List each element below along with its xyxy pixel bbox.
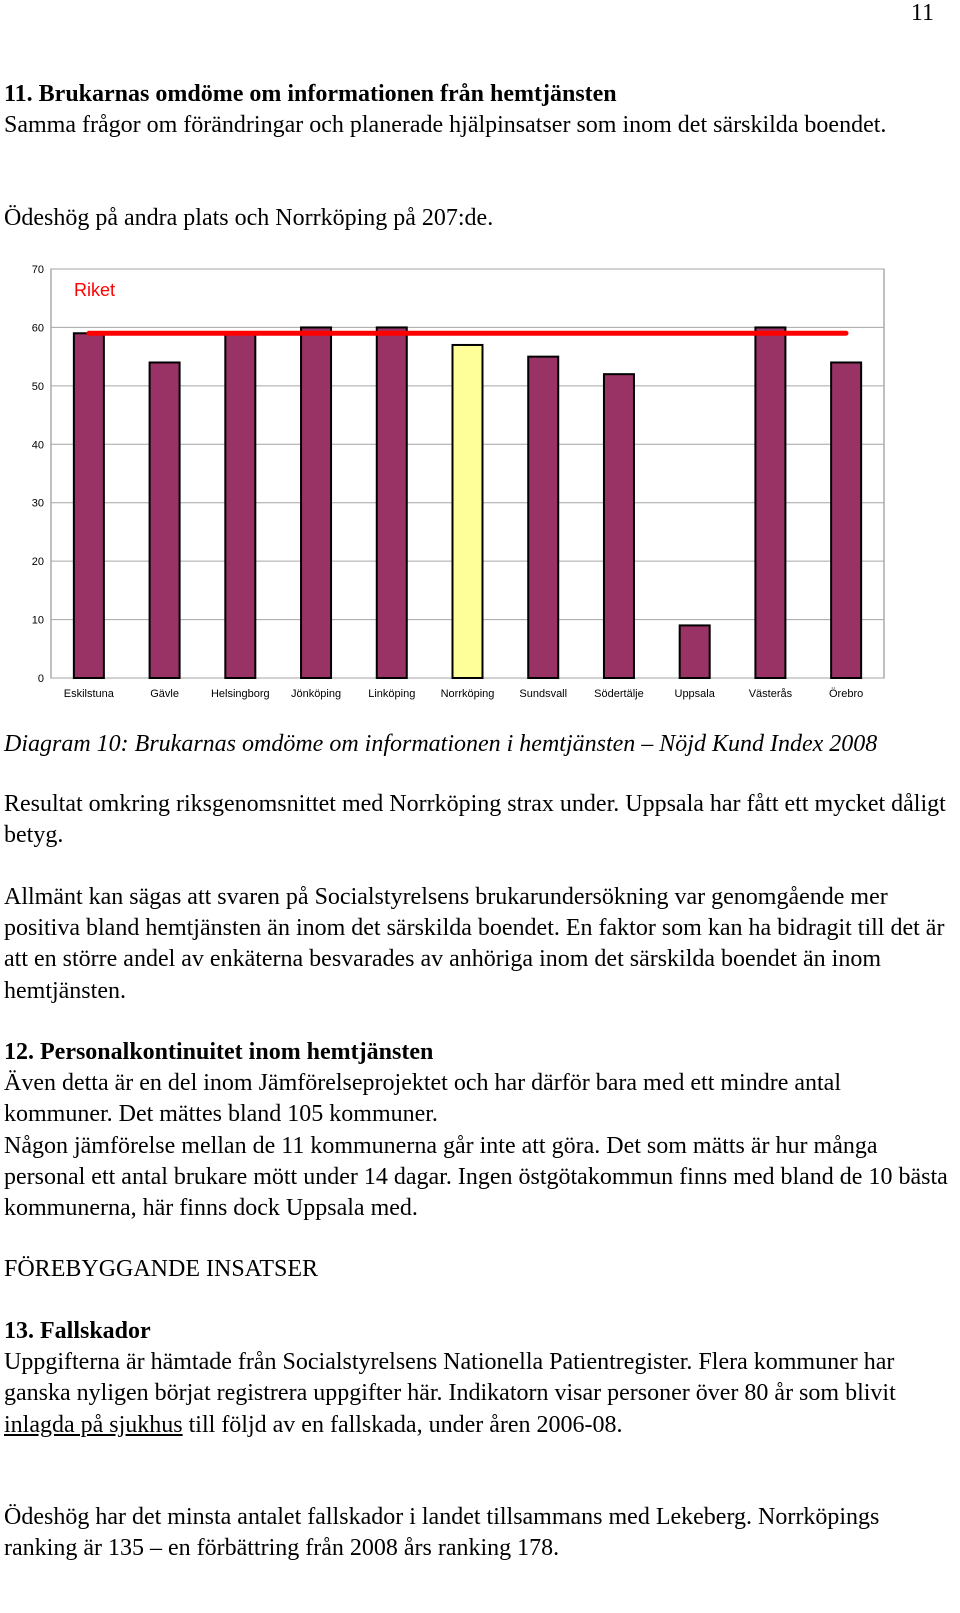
x-tick-label: Gävle bbox=[150, 688, 179, 700]
y-tick-label: 0 bbox=[37, 673, 44, 685]
section-12-text-1: Även detta är en del inom Jämförelseprojektet och har därför bara med ett mindre antal kommuner. Det mättes bland 105 kommuner. bbox=[4, 1070, 841, 1128]
y-tick-label: 20 bbox=[31, 556, 44, 569]
y-tick-label: 60 bbox=[31, 322, 44, 335]
chart-caption: Diagram 10: Brukarnas omdöme om informationen i hemtjänsten – Nöjd Kund Index 2008 bbox=[4, 731, 878, 757]
ranking-text: Ödeshög på andra plats och Norrköping på 207:de. bbox=[4, 205, 494, 231]
bar bbox=[74, 333, 104, 678]
page-number: 11 bbox=[910, 0, 934, 26]
bar bbox=[680, 625, 710, 678]
x-tick-label: Norrköping bbox=[440, 688, 495, 700]
x-axis-labels bbox=[64, 688, 863, 700]
y-tick-label: 70 bbox=[31, 264, 44, 276]
reference-label: Riket bbox=[74, 280, 116, 300]
bar bbox=[831, 362, 861, 678]
x-tick-label: Eskilstuna bbox=[63, 688, 114, 700]
x-tick-label: Södertälje bbox=[594, 688, 644, 700]
x-tick-label: Västerås bbox=[748, 688, 793, 700]
bar bbox=[150, 362, 180, 678]
y-tick-label: 50 bbox=[31, 380, 44, 393]
x-tick-label: Örebro bbox=[829, 688, 864, 700]
bar bbox=[528, 357, 558, 678]
section-13 bbox=[4, 1316, 954, 1441]
bar bbox=[301, 327, 331, 678]
section-13-heading: 13. Fallskador bbox=[4, 1318, 151, 1344]
bar-chart bbox=[0, 258, 960, 728]
bar bbox=[604, 374, 634, 678]
section-13-conclusion: Ödeshög har det minsta antalet fallskador i landet tillsammans med Lekeberg. Norrköpings ranking är 135 – en förbättring från 2008 års ranking 178. bbox=[4, 1504, 880, 1562]
bar bbox=[453, 345, 483, 678]
x-tick-label: Jönköping bbox=[290, 688, 342, 700]
y-tick-label: 10 bbox=[31, 614, 44, 627]
x-tick-label: Sundsvall bbox=[519, 688, 568, 700]
section-11-heading: 11. Brukarnas omdöme om informationen från hemtjänsten bbox=[4, 81, 617, 107]
section-13-text-after-link: till följd av en fallskada, under åren 2006-08. bbox=[182, 1411, 623, 1438]
section-12 bbox=[4, 1037, 954, 1224]
x-tick-label: Uppsala bbox=[674, 688, 715, 700]
bar bbox=[755, 327, 785, 678]
y-axis-ticks bbox=[32, 264, 44, 685]
prevention-heading: FÖREBYGGANDE INSATSER bbox=[4, 1256, 319, 1282]
hospital-link[interactable]: inlagda på sjukhus bbox=[4, 1411, 183, 1438]
bar bbox=[377, 327, 407, 678]
y-tick-label: 40 bbox=[31, 439, 44, 452]
y-tick-label: 30 bbox=[31, 497, 44, 510]
section-11-intro: Samma frågor om förändringar och planerade hjälpinsatser som inom det särskilda boendet. bbox=[4, 112, 887, 139]
result-text: Resultat omkring riksgenomsnittet med Norrköping strax under. Uppsala har fått ett mycket dåligt betyg. bbox=[4, 791, 946, 849]
section-12-heading: 12. Personalkontinuitet inom hemtjänsten bbox=[4, 1039, 434, 1065]
bar bbox=[225, 333, 255, 678]
section-12-text-2: Någon jämförelse mellan de 11 kommunerna går inte att göra. Det som mätts är hur många personal ett antal brukare mött under 14 dagar. Ingen östgötakommun finns med bland de 10 bästa kommunerna, här finns dock Uppsala med. bbox=[4, 1132, 948, 1222]
section-11 bbox=[4, 79, 954, 141]
general-text: Allmänt kan sägas att svaren på Socialstyrelsens brukarundersökning var genomgående mer positiva bland hemtjänsten än inom det särskilda boendet. En faktor som kan ha bidragit till det är att en större andel av enkäterna besvarades av anhöriga inom det särskilda boendet än inom hemtjänsten. bbox=[4, 884, 945, 1004]
section-13-text-before-link: Uppgifterna är hämtade från Socialstyrelsens Nationella Patientregister. Flera kommuner har ganska nyligen börjat registrera uppgifter här. Indikatorn visar personer över 80 år som blivit bbox=[4, 1349, 896, 1407]
x-tick-label: Helsingborg bbox=[210, 688, 270, 700]
x-tick-label: Linköping bbox=[368, 688, 416, 700]
